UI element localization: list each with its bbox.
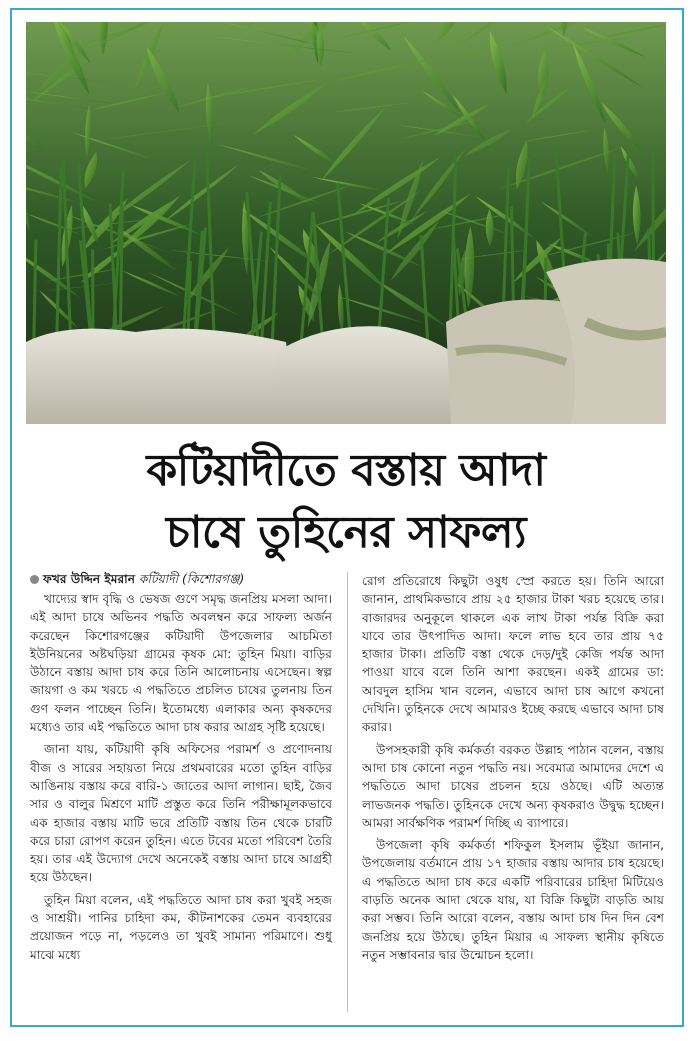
article-column-left [30, 590, 332, 968]
byline-location: কটিয়াদী (কিশোরগঞ্জ) [138, 572, 245, 586]
column-divider [347, 572, 348, 1012]
paragraph: জানা যায়, কটিয়াদী কৃষি অফিসের পরামর্শ ও প্রণোদনায় বীজ ও সারের সহায়তা নিয়ে প্রথমবারের মতো তুহিন বাড়ির আঙিনায় বস্তায় করে বারি-১ জাতের আদা লাগান। ছাই, জৈব সার ও বালুর মিশ্রণে মাটি প্রস্তুত করে তিনি পরীক্ষামূলকভাবে এক হাজার বস্তায় মাটি ভরে প্রতিটি বস্তায় তিন থেকে চারটি করে চারা রোপণ করেন তুহিন। এতে টবের মতো পরিবেশ তৈরি হয়। তার এই উদ্যোগ দেখে অনেকেই বস্তায় আদা চাষে আগ্রহী হয়ে উঠছেন। [30, 742, 332, 885]
byline [30, 571, 350, 587]
article-headline [26, 440, 666, 564]
bullet-icon [30, 575, 39, 584]
headline-line-1: কটিয়াদীতে বস্তায় আদা [146, 445, 546, 496]
paragraph: তুহিন মিয়া বলেন, এই পদ্ধতিতে আদা চাষ করা খুবই সহজ ও সাশ্রয়ী। পানির চাহিদা কম, কীটনাশকের তেমন ব্যবহারের প্রয়োজন পড়ে না, পড়লেও তা খুবই সামান্য পরিমাণে। শুধু মাঝে মধ্যে [30, 892, 332, 962]
ginger-plants-in-sacks-photo [26, 22, 666, 424]
paragraph: উপজেলা কৃষি কর্মকর্তা শফিকুল ইসলাম ভূঁইয়া জানান, উপজেলায় বর্তমানে প্রায় ১৭ হাজার বস্তায় আদার চাষ হয়েছে। এ পদ্ধতিতে আদা চাষ করে একটি পরিবারের চাহিদা মিটিয়েও বাড়তি অনেক আদা থেকে যায়, যা বিক্রি কিছুটা বাড়তি আয় করা সম্ভব। তিনি আরো বলেন, বস্তায় আদা চাষ দিন দিন বেশ জনপ্রিয় হয়ে উঠছে। তুহিন মিয়ার এ সাফল্য স্থানীয় কৃষিতে নতুন সম্ভাবনার দ্বার উন্মোচন হলো। [362, 838, 664, 962]
paragraph: খাদ্যের স্বাদ বৃদ্ধি ও ভেষজ গুণে সমৃদ্ধ জনপ্রিয় মসলা আদা। এই আদা চাষে অভিনব পদ্ধতি অবলম্বন করে সাফল্য অর্জন করেছেন কিশোরগঞ্জের কটিয়াদী উপজেলার আচমিতা ইউনিয়নের অষ্টঘড়িয়া গ্রামের কৃষক মো: তুহিন মিয়া। বাড়ির উঠানে বস্তায় আদা চাষ করে তিনি আলোচনায় এসেছেন। স্বল্প জায়গা ও কম খরচে এ পদ্ধতিতে প্রচলিত চাষের তুলনায় তিন গুণ ফলন পাচ্ছেন তিনি। ইতোমধ্যে এলাকার অন্য কৃষকদের মধ্যেও তার এই পদ্ধতিতে আদা চাষ করার আগ্রহ সৃষ্টি হয়েছে। [30, 592, 332, 735]
article-column-right [362, 572, 664, 968]
paragraph: রোগ প্রতিরোধে কিছুটা ওষুধ স্প্রে করতে হয়। তিনি আরো জানান, প্রাথমিকভাবে প্রায় ২৫ হাজার টাকা খরচ হয়েছে তার। বাজারদর অনুকূলে থাকলে এক লাখ টাকা পর্যন্ত বিক্রি করা যাবে তার উৎপাদিত আদা। ফলে লাভ হবে তার প্রায় ৭৫ হাজার টাকা। প্রতিটি বস্তা থেকে দেড়/দুই কেজি পর্যন্ত আদা পাওয়া যাবে বলে তিনি আশা করছেন। একই গ্রামের ডা: আবদুল হাসিম খান বলেন, এভাবে আদা চাষ আগে কখনো দেখিনি। তুহিনকে দেখে আমারও ইচ্ছে করছে এভাবে আদা চাষ করার। [362, 574, 664, 735]
byline-author: ফখর উদ্দিন ইমরান [43, 572, 135, 586]
paragraph: উপসহকারী কৃষি কর্মকর্তা বরকত উল্লাহ পাঠান বলেন, বস্তায় আদা চাষ কোনো নতুন পদ্ধতি নয়। সবেমাত্র আমাদের দেশে এ পদ্ধতিতে আদা চাষের প্রচলন হয়ে ওঠছে। এটি অত্যন্ত লাভজনক পদ্ধতি। তুহিনকে দেখে অন্য কৃষকরাও উদ্বুদ্ধ হচ্ছেন। আমরা সার্বক্ষণিক পরামর্শ দিচ্ছি এ ব্যাপারে। [362, 742, 664, 830]
headline-line-2: চাষে তুহিনের সাফল্য [166, 507, 526, 558]
